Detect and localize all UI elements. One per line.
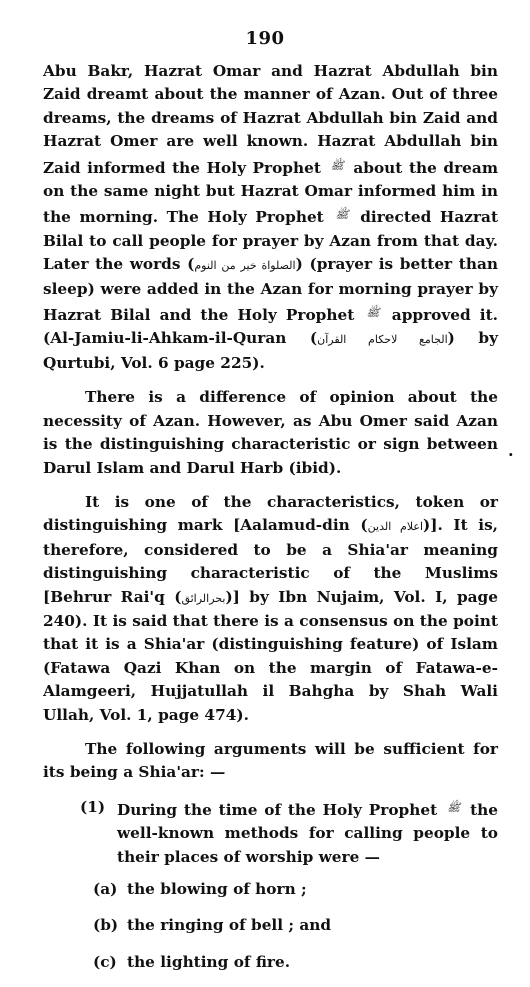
sub-list-item <box>43 878 498 901</box>
arabic-phrase: الجامع لاحكام القرآن <box>317 333 448 347</box>
text-segment: )] by Ibn Nujaim, Vol. I, page 240). It is said that there is a consensus on the point that it is a Shia'ar (distinguishing feature) of Islam (Fatawa Qazi Khan on the margin of Fatawa-e-Alamgeeri, Hujjatullah il Bahgha by Shah Wali Ullah, Vol. 1, page 474). <box>43 587 498 724</box>
salutation-mark: ﷺ <box>446 800 461 814</box>
text-segment: It is one of the characteristics, token or distinguishing mark [Aalamud-din ( <box>43 492 498 535</box>
arabic-phrase: بحرالرائق <box>181 591 226 605</box>
text-segment: directed Hazrat Bilal to call people for prayer by Azan from that day. Later the words ( <box>43 208 499 274</box>
sub-list-number: (a) <box>93 880 118 898</box>
text-segment: ) (prayer is better than sleep) were added in the Azan for morning prayer by Hazrat Bilal and the Holy Prophet <box>43 255 498 325</box>
text-segment: Abu Bakr, Hazrat Omar and Hazrat Abdullah bin Zaid dreamt about the manner of Azan. Out of three dreams, the dreams of Hazrat Abdullah bin Zaid and Hazrat Omer are well known. Hazrat Abdullah bin Zaid informed the Holy Prophet <box>43 62 498 177</box>
arabic-phrase: الصلواة خير من النوم <box>194 259 296 273</box>
sub-list-text: the blowing of horn ; <box>127 880 307 898</box>
paragraph-1 <box>43 60 498 375</box>
page-body <box>43 60 498 987</box>
sub-list-number: (c) <box>93 952 117 971</box>
arabic-phrase: اعلام الدين <box>367 520 424 534</box>
sub-list-text: the ringing of bell ; and <box>127 916 332 935</box>
paragraph-3 <box>43 491 498 727</box>
paragraph-2: There is a difference of opinion about the necessity of Azan. However, as Abu Omer said Azan is the distinguishing characteristic or sign between Darul Islam and Darul Harb (ibid). <box>43 388 498 477</box>
text-segment: approved it. (Al-Jamiu-li-Ahkam-il-Quran ( <box>43 306 498 348</box>
sub-list-text: the lighting of fire. <box>127 952 291 971</box>
sub-list-number: (b) <box>93 916 119 935</box>
text-segment: the well-known methods for calling people to their places of worship were — <box>117 800 499 866</box>
salutation-mark: ﷺ <box>330 158 344 172</box>
salutation-mark: ﷺ <box>335 208 349 222</box>
list-item <box>43 796 498 869</box>
page-number: 190 <box>245 28 285 49</box>
text-segment: about the dream on the same night but Hazrat Omar informed him in the morning. The Holy Prophet <box>43 158 499 227</box>
list-number: (1) <box>80 797 106 816</box>
salutation-mark: ﷺ <box>366 306 380 320</box>
text-segment: ) by Qurtubi, Vol. 6 page 225). <box>43 329 498 372</box>
sub-list-item <box>43 951 498 974</box>
text-segment: )]. It is, therefore, considered to be a Shia'ar meaning distinguishing characteristic of the Muslims [Behrur Rai'q ( <box>43 516 499 606</box>
stray-mark: . <box>508 441 514 460</box>
text-segment: During the time of the Holy Prophet <box>117 800 438 819</box>
sub-list-item <box>43 914 498 937</box>
paragraph-4: The following arguments will be sufficient for its being a Shia'ar: — <box>43 739 498 782</box>
